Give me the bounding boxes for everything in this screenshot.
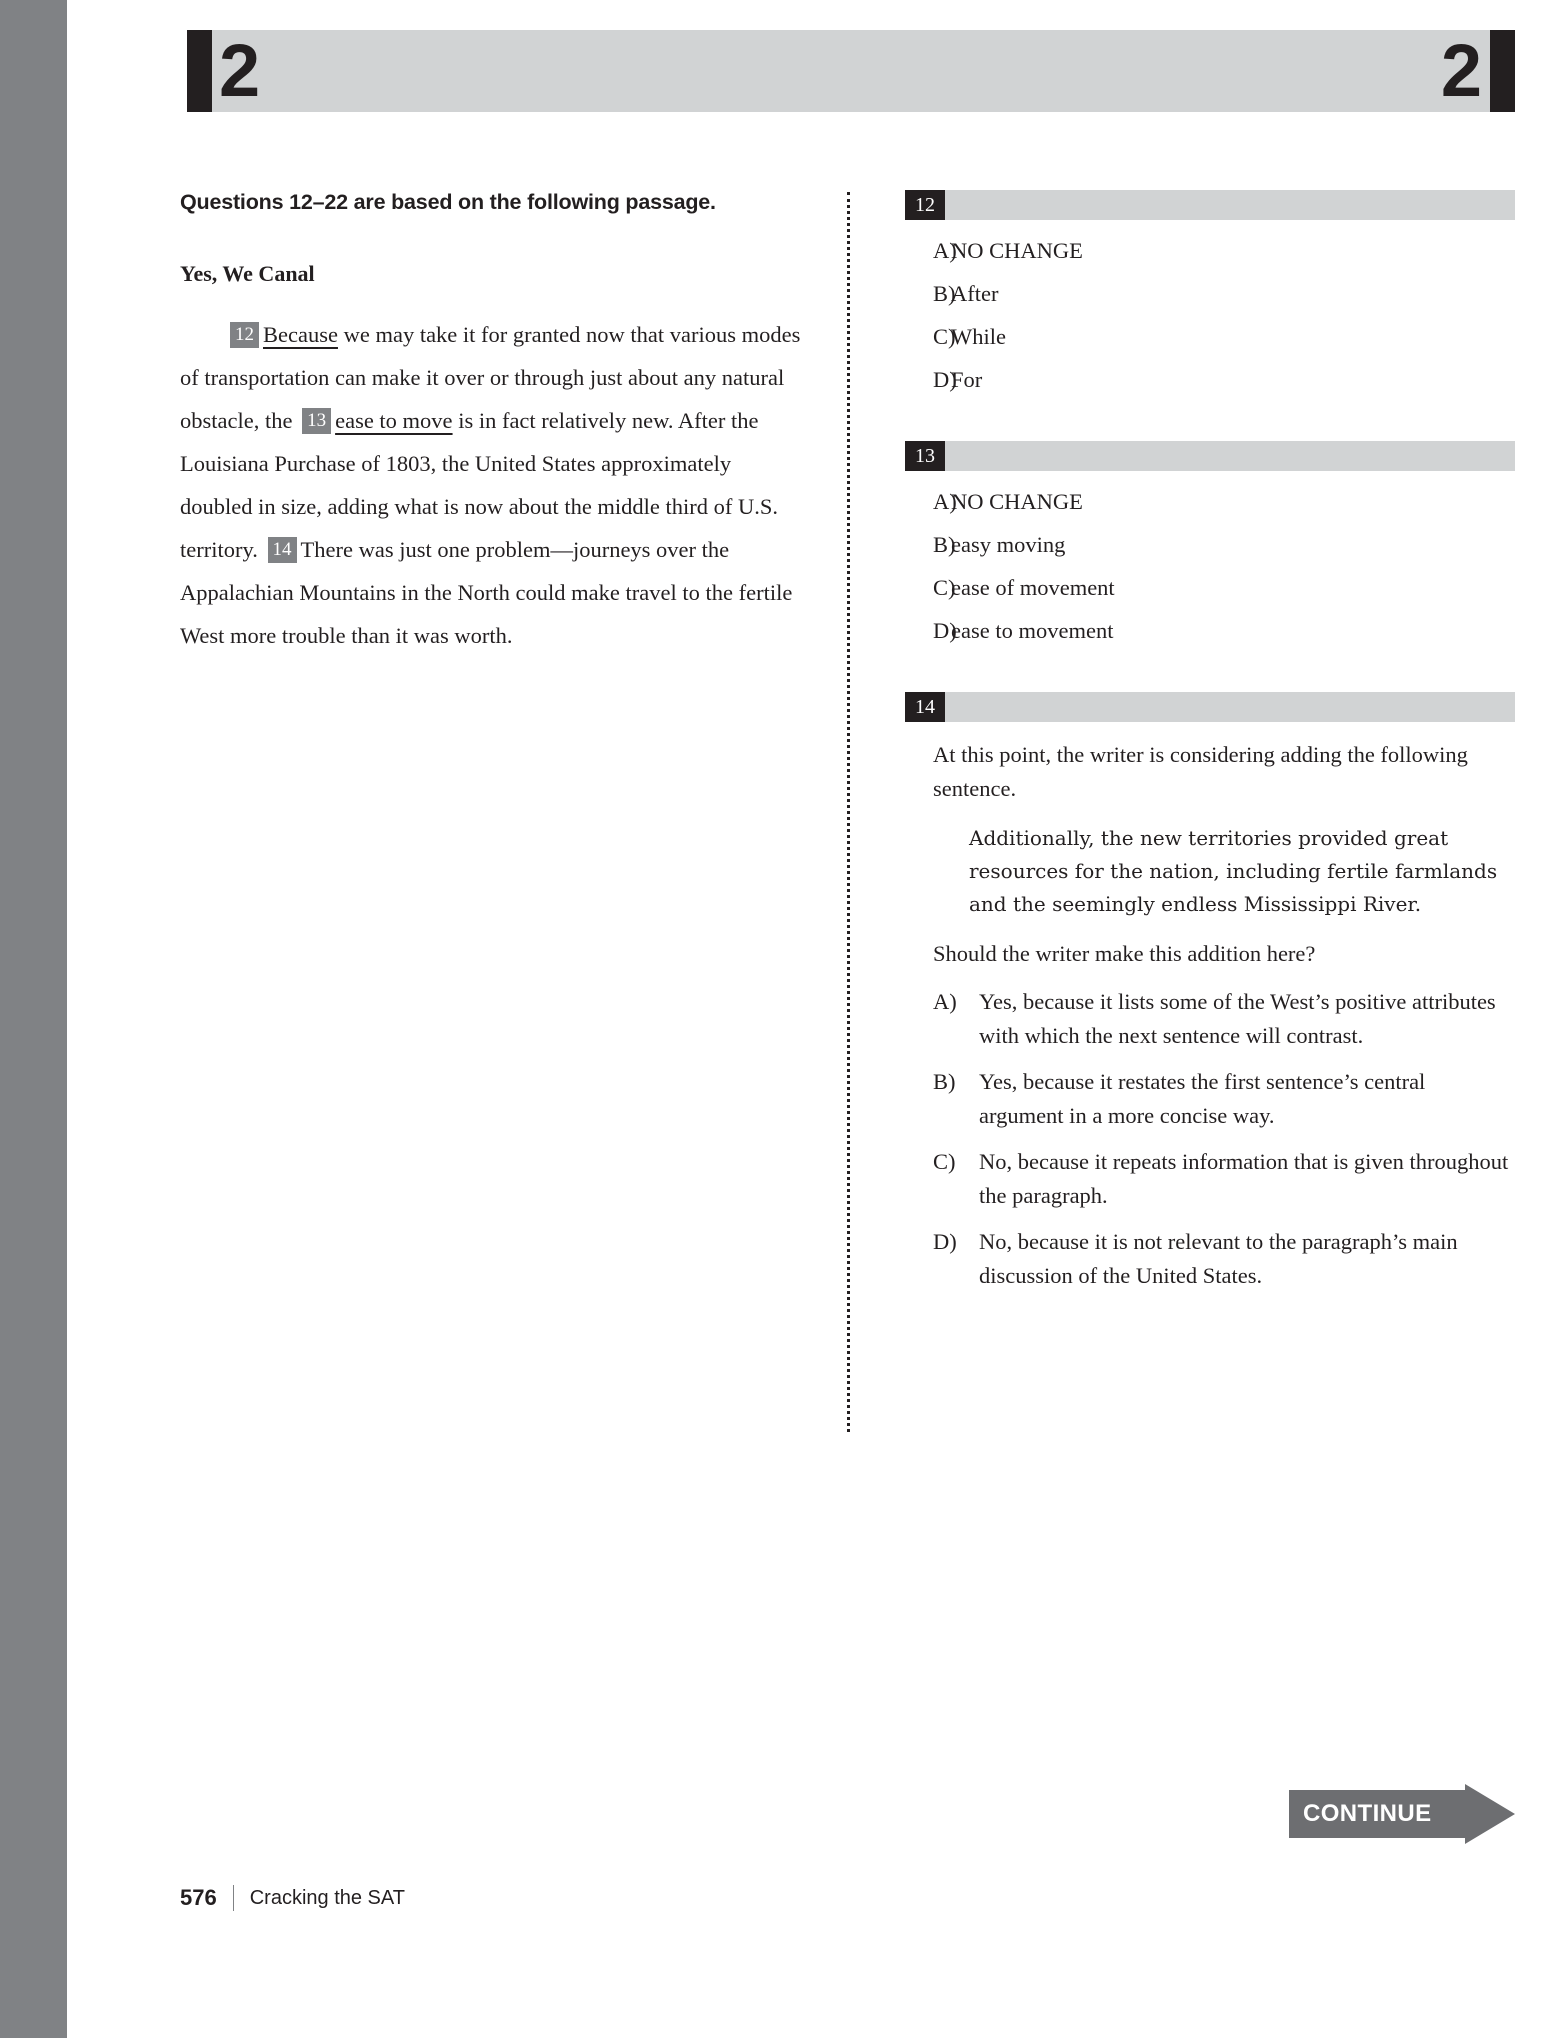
section-number-right: 2 xyxy=(1440,29,1482,112)
questions-column xyxy=(905,190,1515,1305)
choice-14-a[interactable] xyxy=(933,985,1515,1053)
passage-segment-5: There was just one problem—journeys over the Appalachian Mountains in the North could make travel to the fertile West more trouble than it was worth. xyxy=(180,537,793,648)
choice-14-b[interactable] xyxy=(933,1065,1515,1133)
question-13 xyxy=(905,441,1515,648)
choice-12-a-letter: A) xyxy=(933,238,957,263)
choice-14-c-text: No, because it repeats information that is given throughout the paragraph. xyxy=(979,1149,1509,1208)
choice-12-d[interactable] xyxy=(905,363,1515,397)
column-divider xyxy=(847,192,850,1432)
passage-title: Yes, We Canal xyxy=(180,261,315,286)
underlined-segment-12[interactable]: Because xyxy=(263,322,338,347)
passage-instruction: Questions 12–22 are based on the following passage. xyxy=(180,190,716,214)
passage-marker-13[interactable]: 13 xyxy=(302,408,331,434)
choice-14-d[interactable] xyxy=(933,1225,1515,1293)
question-13-bar xyxy=(905,441,1515,471)
passage-marker-14[interactable]: 14 xyxy=(268,537,297,563)
question-14-choices xyxy=(933,985,1515,1293)
choice-13-c-letter: C) xyxy=(933,575,956,600)
passage-segment-2: we may take it for granted now that various modes of transportation can make it over or through just about any natural obstacle, the xyxy=(180,322,801,433)
choice-13-a-text: NO CHANGE xyxy=(951,489,1083,514)
choice-13-b-text: easy moving xyxy=(951,532,1066,557)
continue-banner xyxy=(1289,1790,1515,1838)
question-12-number: 12 xyxy=(905,190,945,220)
choice-12-b-text: After xyxy=(951,281,999,306)
choice-12-b-letter: B) xyxy=(933,281,956,306)
choice-13-a[interactable] xyxy=(905,485,1515,519)
continue-label: CONTINUE xyxy=(1303,1800,1432,1827)
choice-12-c-letter: C) xyxy=(933,324,956,349)
section-header xyxy=(187,30,1515,112)
choice-12-b[interactable] xyxy=(905,277,1515,311)
question-14-prompt: Should the writer make this addition here? xyxy=(933,941,1316,966)
question-12-choices xyxy=(905,234,1515,397)
choice-14-a-text: Yes, because it lists some of the West’s positive attributes with which the next sentence will contrast. xyxy=(979,989,1496,1048)
header-band xyxy=(212,30,1490,112)
book-title: Cracking the SAT xyxy=(249,1886,405,1909)
choice-12-c-text: While xyxy=(951,324,1006,349)
passage-segment-4: is in fact relatively new. After the Louisiana Purchase of 1803, the United States approximately doubled in size, adding what is now about the middle third of U.S. territory. xyxy=(180,408,779,562)
choice-14-d-text: No, because it is not relevant to the paragraph’s main discussion of the United States. xyxy=(979,1229,1458,1288)
question-14-inset-sentence: Additionally, the new territories provided great resources for the nation, including fertile farmlands and the seemingly endless Mississippi River. xyxy=(969,826,1498,916)
page-sheet xyxy=(67,0,1568,2038)
passage-marker-12[interactable]: 12 xyxy=(230,322,259,348)
footer-divider xyxy=(233,1885,234,1911)
section-number-left: 2 xyxy=(219,29,261,112)
continue-arrow-icon xyxy=(1465,1784,1515,1844)
choice-12-a-text: NO CHANGE xyxy=(951,238,1083,263)
choice-13-a-letter: A) xyxy=(933,489,957,514)
page-number: 576 xyxy=(180,1885,217,1910)
choice-13-b[interactable] xyxy=(905,528,1515,562)
choice-13-c[interactable] xyxy=(905,571,1515,605)
underlined-segment-13[interactable]: ease to move xyxy=(335,408,453,433)
page-footer xyxy=(180,1885,405,1911)
question-14 xyxy=(905,692,1515,1293)
question-12-bar xyxy=(905,190,1515,220)
choice-12-d-letter: D) xyxy=(933,367,957,392)
choice-14-c[interactable] xyxy=(933,1145,1515,1213)
choice-13-c-text: ease of movement xyxy=(951,575,1115,600)
choice-13-d-letter: D) xyxy=(933,618,957,643)
choice-14-c-letter: C) xyxy=(933,1149,956,1174)
choice-13-d-text: ease to movement xyxy=(951,618,1114,643)
question-13-number: 13 xyxy=(905,441,945,471)
choice-14-a-letter: A) xyxy=(933,989,957,1014)
choice-14-b-letter: B) xyxy=(933,1069,956,1094)
header-rule-left xyxy=(187,30,212,112)
question-14-stem: At this point, the writer is considering adding the following sentence. xyxy=(933,742,1468,801)
question-13-choices xyxy=(905,485,1515,648)
passage-column xyxy=(180,190,805,657)
choice-14-d-letter: D) xyxy=(933,1229,957,1254)
choice-12-c[interactable] xyxy=(905,320,1515,354)
header-rule-right xyxy=(1490,30,1515,112)
question-12 xyxy=(905,190,1515,397)
choice-12-d-text: For xyxy=(951,367,983,392)
question-14-bar xyxy=(905,692,1515,722)
passage-text xyxy=(180,313,805,657)
choice-13-d[interactable] xyxy=(905,614,1515,648)
choice-13-b-letter: B) xyxy=(933,532,956,557)
choice-14-b-text: Yes, because it restates the first sentence’s central argument in a more concise way. xyxy=(979,1069,1426,1128)
question-14-number: 14 xyxy=(905,692,945,722)
choice-12-a[interactable] xyxy=(905,234,1515,268)
page-left-margin-band xyxy=(0,0,67,2038)
